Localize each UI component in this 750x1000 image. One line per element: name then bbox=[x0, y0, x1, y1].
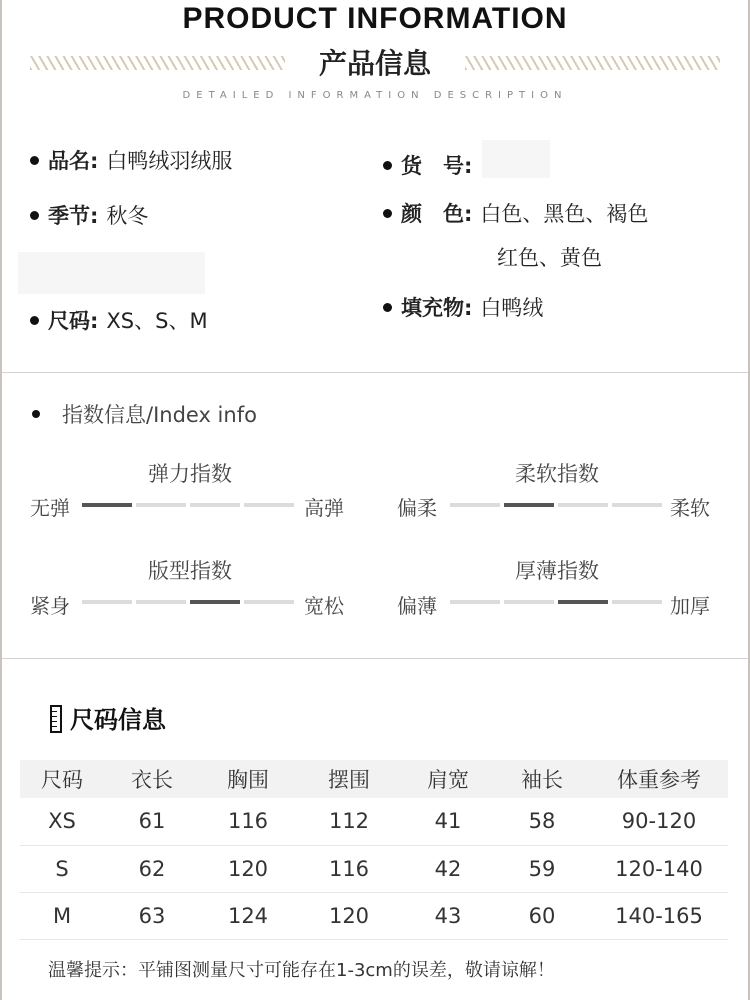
scale-segment bbox=[612, 600, 662, 604]
scale-segment bbox=[244, 600, 294, 604]
scale-segment-active bbox=[504, 503, 554, 507]
index-scale bbox=[82, 600, 296, 604]
info-value: 红色、黄色 bbox=[497, 246, 602, 270]
index-min-label: 偏柔 bbox=[397, 496, 437, 520]
redacted-item-number bbox=[482, 140, 550, 178]
table-cell: 120 bbox=[296, 892, 402, 939]
info-label: 品名: bbox=[48, 149, 99, 173]
subtitle: DETAILED INFORMATION DESCRIPTION bbox=[182, 90, 568, 101]
scale-segment bbox=[450, 503, 500, 507]
size-info-heading-text: 尺码信息 bbox=[70, 706, 166, 734]
index-max-label: 柔软 bbox=[670, 496, 710, 520]
ruler-icon bbox=[50, 705, 62, 733]
index-title-softness: 柔软指数 bbox=[515, 462, 599, 486]
table-cell: 140-165 bbox=[590, 892, 728, 939]
table-cell: 112 bbox=[296, 798, 402, 845]
bullet-icon bbox=[30, 316, 39, 325]
table-cell: 120 bbox=[200, 845, 296, 892]
column-header: 袖长 bbox=[521, 768, 563, 792]
index-min-label: 偏薄 bbox=[397, 594, 437, 618]
scale-segment-active bbox=[82, 503, 132, 507]
index-max-label: 高弹 bbox=[304, 496, 344, 520]
index-scale bbox=[450, 600, 664, 604]
scale-segment bbox=[136, 600, 186, 604]
index-title-fit: 版型指数 bbox=[148, 559, 232, 583]
info-label: 尺码: bbox=[48, 309, 99, 333]
table-cell: 61 bbox=[104, 798, 200, 845]
index-heading-text: 指数信息/Index info bbox=[62, 403, 257, 427]
scale-segment bbox=[136, 503, 186, 507]
bullet-icon bbox=[383, 209, 392, 218]
size-tip: 温馨提示：平铺图测量尺寸可能存在1-3cm的误差，敬请谅解！ bbox=[48, 960, 555, 981]
column-header: 尺码 bbox=[41, 768, 83, 792]
section-divider bbox=[2, 658, 748, 659]
table-cell: 90-120 bbox=[590, 798, 728, 845]
info-value: 白色、黑色、褐色 bbox=[480, 202, 649, 226]
section-divider bbox=[2, 372, 748, 373]
scale-segment bbox=[190, 503, 240, 507]
info-value: 秋冬 bbox=[106, 204, 149, 228]
scale-segment-active bbox=[558, 600, 608, 604]
index-title-thickness: 厚薄指数 bbox=[515, 559, 599, 583]
info-label: 季节: bbox=[48, 204, 99, 228]
redacted-field bbox=[18, 252, 205, 294]
index-min-label: 紧身 bbox=[30, 594, 70, 618]
table-cell: XS bbox=[20, 798, 104, 845]
table-cell: 42 bbox=[402, 845, 494, 892]
bullet-icon bbox=[30, 156, 39, 165]
table-cell: 116 bbox=[296, 845, 402, 892]
table-cell: 124 bbox=[200, 892, 296, 939]
info-value: XS、S、M bbox=[106, 309, 208, 333]
table-cell: 116 bbox=[200, 798, 296, 845]
index-scale bbox=[450, 503, 664, 507]
table-cell: 43 bbox=[402, 892, 494, 939]
scale-segment bbox=[504, 600, 554, 604]
bullet-icon bbox=[30, 211, 39, 220]
table-cell: 63 bbox=[104, 892, 200, 939]
index-title-elasticity: 弹力指数 bbox=[148, 462, 232, 486]
bullet-icon bbox=[32, 410, 40, 418]
title-english: PRODUCT INFORMATION bbox=[182, 2, 568, 35]
info-item-number bbox=[383, 150, 480, 180]
column-header: 胸围 bbox=[227, 768, 269, 792]
info-product-name bbox=[30, 145, 232, 175]
size-info-heading bbox=[50, 700, 166, 735]
title-chinese: 产品信息 bbox=[318, 47, 431, 80]
info-label: 颜 色: bbox=[401, 202, 473, 226]
size-table bbox=[20, 760, 728, 940]
info-label: 货 号: bbox=[401, 154, 473, 178]
info-size bbox=[30, 305, 208, 335]
scale-segment bbox=[450, 600, 500, 604]
column-header: 摆围 bbox=[328, 768, 370, 792]
index-min-label: 无弹 bbox=[30, 496, 70, 520]
scale-segment bbox=[82, 600, 132, 604]
info-value: 白鸭绒 bbox=[480, 296, 544, 320]
column-header: 肩宽 bbox=[427, 768, 469, 792]
info-color bbox=[383, 198, 648, 228]
info-label: 填充物: bbox=[401, 296, 473, 320]
info-color-line2 bbox=[497, 242, 602, 272]
table-cell: 60 bbox=[494, 892, 590, 939]
info-filling bbox=[383, 292, 543, 322]
index-max-label: 加厚 bbox=[670, 594, 710, 618]
info-season bbox=[30, 200, 148, 230]
table-cell: 58 bbox=[494, 798, 590, 845]
scale-segment-active bbox=[190, 600, 240, 604]
scale-segment bbox=[558, 503, 608, 507]
table-row bbox=[20, 845, 728, 892]
table-cell: 59 bbox=[494, 845, 590, 892]
table-cell: M bbox=[20, 892, 104, 939]
table-cell: S bbox=[20, 845, 104, 892]
scale-segment bbox=[244, 503, 294, 507]
table-cell: 62 bbox=[104, 845, 200, 892]
info-value: 白鸭绒羽绒服 bbox=[106, 149, 233, 173]
table-cell: 41 bbox=[402, 798, 494, 845]
column-header: 衣长 bbox=[131, 768, 173, 792]
index-heading bbox=[32, 399, 257, 429]
index-max-label: 宽松 bbox=[304, 594, 344, 618]
table-row bbox=[20, 892, 728, 939]
decorative-hatch-right bbox=[465, 56, 720, 70]
table-cell: 120-140 bbox=[590, 845, 728, 892]
table-header-row bbox=[20, 760, 728, 798]
column-header: 体重参考 bbox=[617, 768, 701, 792]
table-row bbox=[20, 798, 728, 845]
scale-segment bbox=[612, 503, 662, 507]
bullet-icon bbox=[383, 161, 392, 170]
index-scale bbox=[82, 503, 296, 507]
bullet-icon bbox=[383, 303, 392, 312]
